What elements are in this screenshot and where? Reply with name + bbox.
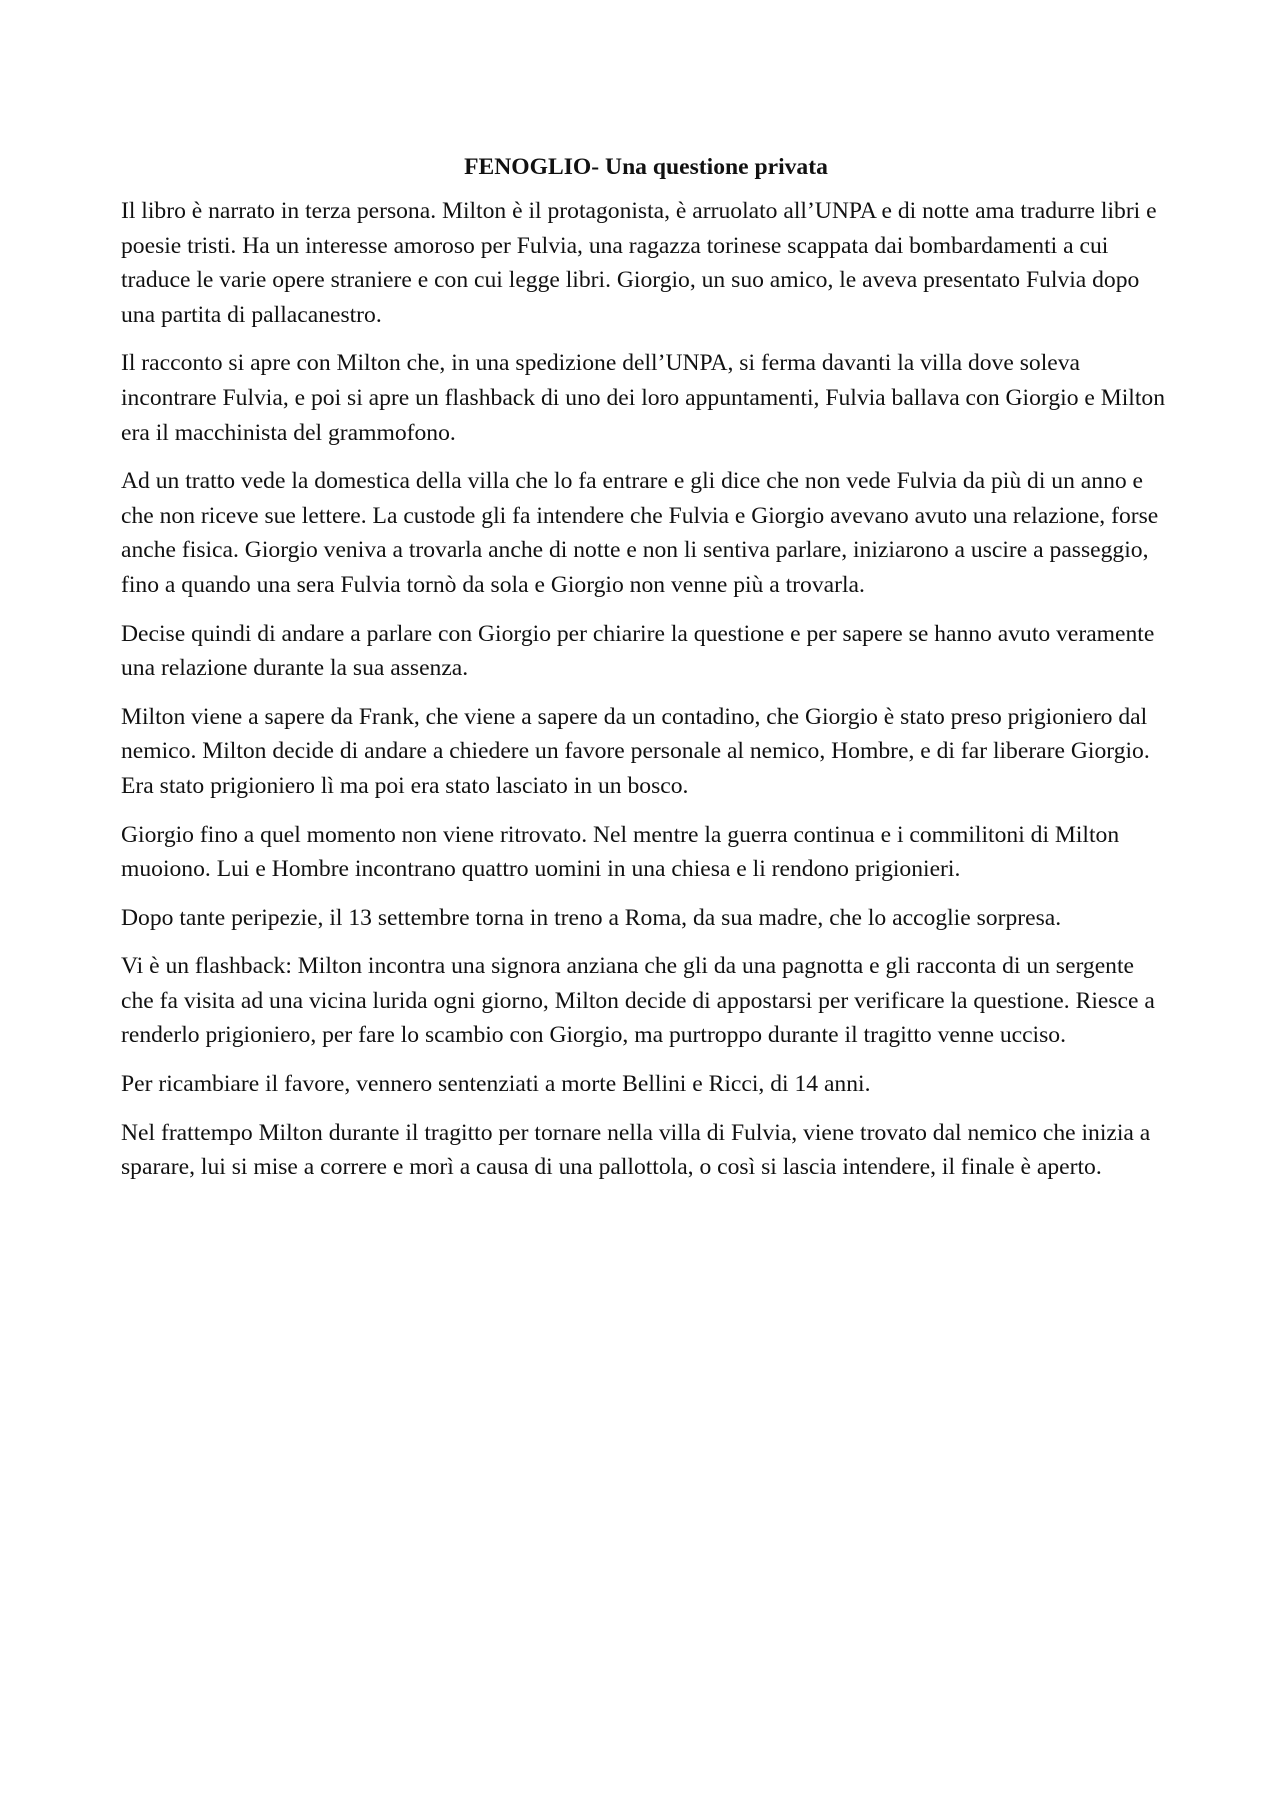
document-body [121, 150, 1171, 1199]
paragraph-9: Per ricambiare il favore, vennero sentenziati a morte Bellini e Ricci, di 14 anni. [121, 1071, 871, 1098]
paragraph-3: Ad un tratto vede la domestica della villa che lo fa entrare e gli dice che non vede Fulvia da più di un anno e che non riceve sue lettere. La custode gli fa intendere che Fulvia e Giorgio avevano avuto una relazione, forse anche fisica. Giorgio veniva a trovarla anche di notte e non li sentiva parlare, iniziarono a uscire a passeggio, fino a quando una sera Fulvia tornò da sola e Giorgio non venne più a trovarla. [121, 468, 1159, 598]
document-title: FENOGLIO- Una questione privata [464, 154, 828, 180]
paragraph-2: Il racconto si apre con Milton che, in una spedizione dell’UNPA, si ferma davanti la villa dove soleva incontrare Fulvia, e poi si apre un flashback di uno dei loro appuntamenti, Fulvia ballava con Giorgio e Milton era il macchinista del grammofono. [121, 350, 1166, 446]
paragraph-5: Milton viene a sapere da Frank, che viene a sapere da un contadino, che Giorgio è stato preso prigioniero dal nemico. Milton decide di andare a chiedere un favore personale al nemico, Hombre, e di far liberare Giorgio. Era stato prigioniero lì ma poi era stato lasciato in un bosco. [121, 703, 1150, 799]
paragraph-4: Decise quindi di andare a parlare con Giorgio per chiarire la questione e per sapere se hanno avuto veramente una relazione durante la sua assenza. [121, 620, 1155, 682]
paragraph-10: Nel frattempo Milton durante il tragitto per tornare nella villa di Fulvia, viene trovato dal nemico che inizia a sparare, lui si mise a correre e morì a causa di una pallottola, o così si lascia intendere, il finale è aperto. [121, 1119, 1151, 1181]
paragraph-1: Il libro è narrato in terza persona. Milton è il protagonista, è arruolato all’UNPA e di notte ama tradurre libri e poesie tristi. Ha un interesse amoroso per Fulvia, una ragazza torinese scappata dai bombardamenti a cui traduce le varie opere straniere e con cui legge libri. Giorgio, un suo amico, le aveva presentato Fulvia dopo una partita di pallacanestro. [121, 198, 1157, 328]
paragraph-8: Vi è un flashback: Milton incontra una signora anziana che gli da una pagnotta e gli racconta di un sergente che fa visita ad una vicina lurida ogni giorno, Milton decide di appostarsi per verificare la questione. Riesce a renderlo prigioniero, per fare lo scambio con Giorgio, ma purtroppo durante il tragitto venne ucciso. [121, 953, 1155, 1049]
paragraph-7: Dopo tante peripezie, il 13 settembre torna in treno a Roma, da sua madre, che lo accoglie sorpresa. [121, 904, 1062, 931]
paragraph-6: Giorgio fino a quel momento non viene ritrovato. Nel mentre la guerra continua e i commilitoni di Milton muoiono. Lui e Hombre incontrano quattro uomini in una chiesa e li rendono prigionieri. [121, 821, 1120, 883]
